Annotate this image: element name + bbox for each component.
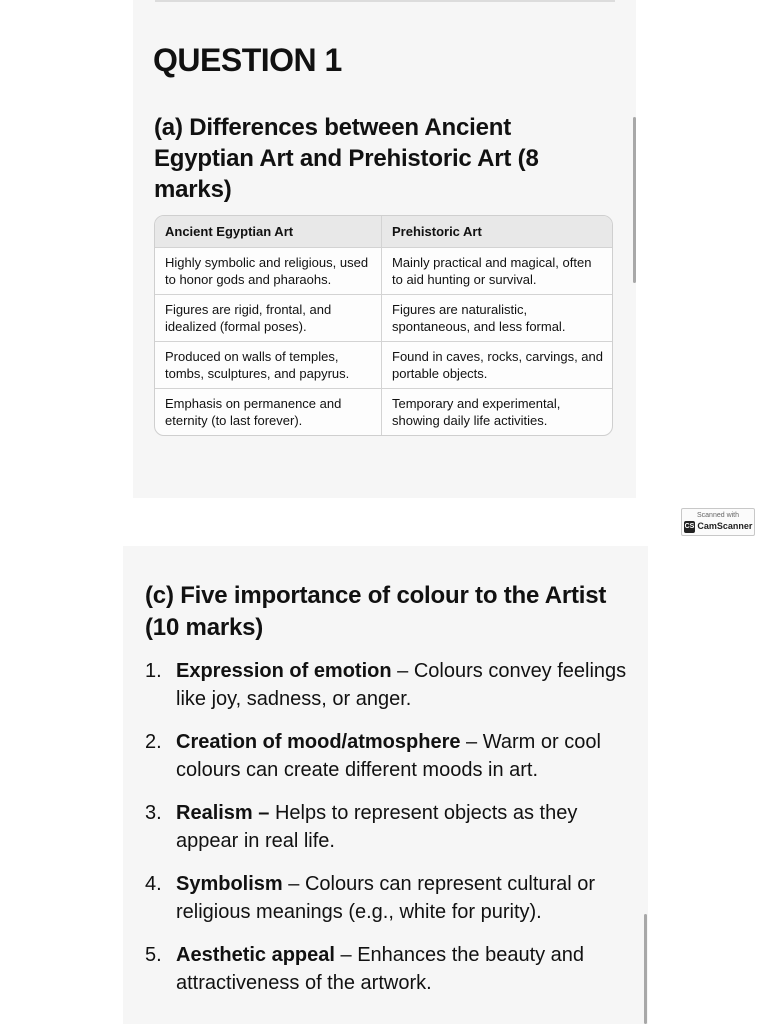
column-header-egyptian: Ancient Egyptian Art xyxy=(155,216,382,248)
list-text: Warm or cool colours can create different moods in art. xyxy=(176,731,601,781)
table-cell: Mainly practical and magical, often to aid hunting or survival. xyxy=(382,248,613,295)
table-row xyxy=(155,248,612,295)
watermark-brand-name: CamScanner xyxy=(697,521,753,531)
list-text: Colours can represent cultural or religious meanings (e.g., white for purity). xyxy=(176,873,596,923)
list-term: Aesthetic appeal xyxy=(176,944,335,966)
column-header-prehistoric: Prehistoric Art xyxy=(382,216,613,248)
list-number: 4. xyxy=(145,873,162,895)
page-section-bottom xyxy=(123,546,648,1024)
list-item xyxy=(145,799,635,855)
list-number: 1. xyxy=(145,660,162,682)
table-cell: Figures are rigid, frontal, and idealized (formal poses). xyxy=(155,295,382,342)
list-item xyxy=(145,870,635,926)
list-separator: – xyxy=(334,944,358,966)
table-header-row xyxy=(155,216,612,248)
list-number: 5. xyxy=(145,944,162,966)
list-number: 3. xyxy=(145,802,162,824)
table-cell: Figures are naturalistic, spontaneous, and less formal. xyxy=(382,295,613,342)
table-row xyxy=(155,295,612,342)
part-c-heading: (c) Five importance of colour to the Artist (10 marks) xyxy=(145,582,607,641)
question-title: QUESTION 1 xyxy=(153,42,342,78)
list-number: 2. xyxy=(145,731,162,753)
watermark-caption: Scanned with xyxy=(696,512,740,519)
list-term: Expression of emotion xyxy=(176,660,392,682)
camscanner-watermark xyxy=(681,508,755,536)
table-cell: Found in caves, rocks, carvings, and portable objects. xyxy=(382,342,613,389)
scrollbar-indicator[interactable] xyxy=(633,117,636,283)
list-term: Symbolism xyxy=(176,873,283,895)
list-separator: – xyxy=(282,873,305,895)
list-item xyxy=(145,941,635,997)
camscanner-logo-icon: CS xyxy=(684,521,696,533)
table-cell: Highly symbolic and religious, used to honor gods and pharaohs. xyxy=(155,248,382,295)
importance-list xyxy=(145,657,635,1012)
scrollbar-indicator[interactable] xyxy=(644,914,647,1024)
table-row xyxy=(155,389,612,436)
table-row xyxy=(155,342,612,389)
list-term: Realism – xyxy=(176,802,270,824)
part-a-heading: (a) Differences between Ancient Egyptian Art and Prehistoric Art (8 marks) xyxy=(154,114,539,203)
list-separator: – xyxy=(460,731,483,753)
page-section-top xyxy=(133,0,636,498)
list-text: Colours convey feelings like joy, sadness, or anger. xyxy=(176,660,627,710)
table-cell: Temporary and experimental, showing daily life activities. xyxy=(382,389,613,436)
comparison-table xyxy=(154,215,613,436)
list-text: Enhances the beauty and attractiveness of the artwork. xyxy=(176,944,585,994)
table-cell: Emphasis on permanence and eternity (to last forever). xyxy=(155,389,382,436)
divider xyxy=(155,0,615,2)
list-term: Creation of mood/atmosphere xyxy=(176,731,461,753)
list-separator: – xyxy=(391,660,414,682)
table-cell: Produced on walls of temples, tombs, sculptures, and papyrus. xyxy=(155,342,382,389)
list-text: Helps to represent objects as they appear in real life. xyxy=(176,802,578,852)
list-item xyxy=(145,728,635,784)
watermark-brand xyxy=(682,520,754,533)
list-item xyxy=(145,657,635,713)
